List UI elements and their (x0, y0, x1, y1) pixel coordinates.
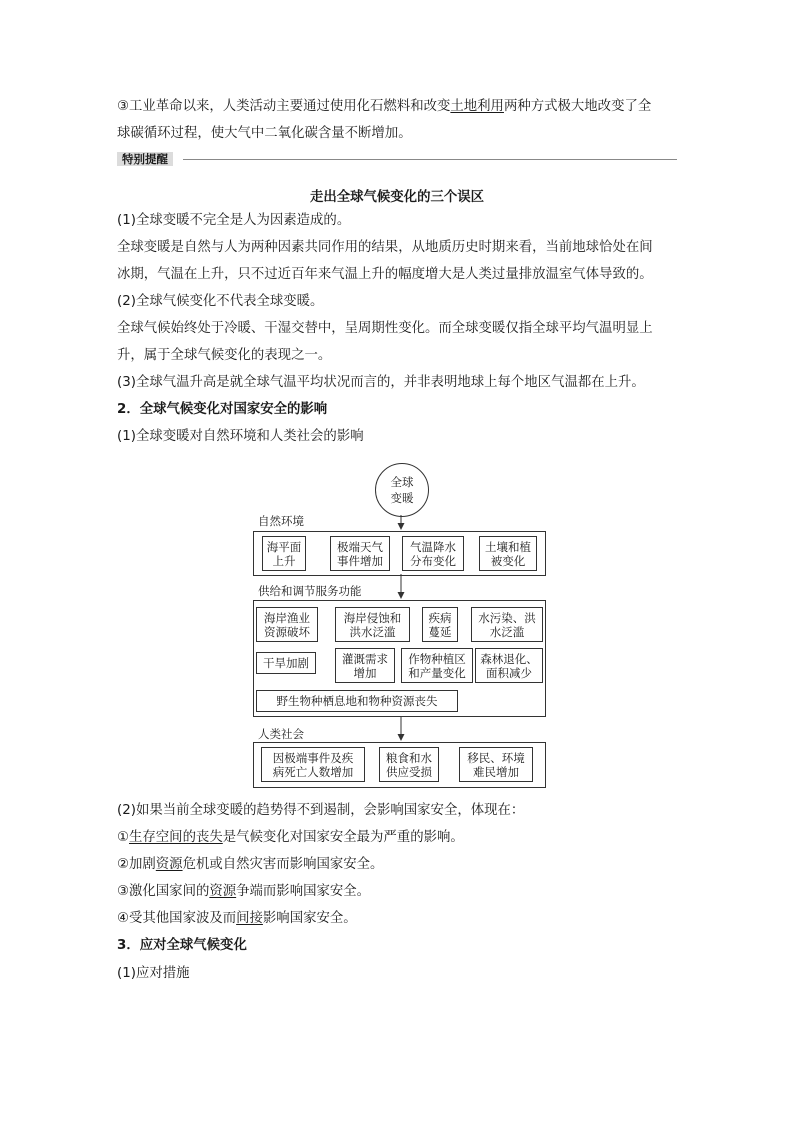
intro-line-2: 球碳循环过程，使大气中二氧化碳含量不断增加。 (117, 126, 412, 141)
underlined-term: 资源 (155, 857, 183, 872)
society-box-2: 粮食和水 供应受损 (379, 747, 439, 782)
tip-title: 走出全球气候变化的三个误区 (309, 190, 485, 205)
section-3-sub-1: (1)应对措施 (117, 966, 190, 981)
tip-line-5: 全球气候始终处于冷暖、干湿交替中，呈周期性变化。而全球变暖仅指全球平均气温明显上 (117, 321, 653, 336)
underlined-term: 生存空间的丧失 (129, 830, 223, 845)
underlined-term: 间接 (236, 911, 263, 926)
tip-line-3: 冰期，气温在上升，只不过近百年来气温上升的幅度增大是人类过量排放温室气体导致的。 (117, 267, 653, 282)
tip-line-2: 全球变暖是自然与人为两种因素共同作用的结果，从地质历史时期来看，当前地球恰处在间 (117, 240, 653, 255)
tip-label: 特别提醒 (117, 152, 173, 166)
security-item-2: ②加剧资源危机或自然灾害而影响国家安全。 (117, 857, 384, 872)
section-3-heading: 3．应对全球气候变化 (117, 938, 247, 953)
natural-box-1: 海平面 上升 (262, 536, 306, 571)
security-item-4: ④受其他国家波及而间接影响国家安全。 (117, 911, 357, 926)
services-box-6: 灌溉需求 增加 (335, 648, 395, 683)
services-box-2: 海岸侵蚀和 洪水泛滥 (335, 607, 410, 642)
tip-line-4: (2)全球气候变化不代表全球变暖。 (117, 294, 324, 309)
security-item-3: ③激化国家间的资源争端而影响国家安全。 (117, 884, 371, 899)
underlined-term: 资源 (209, 884, 237, 899)
services-box-5: 干旱加剧 (256, 652, 316, 674)
section-2-sub-1: (1)全球变暖对自然环境和人类社会的影响 (117, 429, 364, 444)
natural-box-3: 气温降水 分布变化 (402, 536, 464, 571)
tip-line-6: 升，属于全球气候变化的表现之一。 (117, 348, 332, 363)
services-box-9: 野生物种栖息地和物种资源丧失 (256, 690, 458, 712)
society-box-3: 移民、环境 难民增加 (459, 747, 533, 782)
society-label: 人类社会 (258, 727, 304, 741)
society-box-1: 因极端事件及疾 病死亡人数增加 (261, 747, 365, 782)
security-intro: (2)如果当前全球变暖的趋势得不到遏制，会影响国家安全，体现在： (117, 803, 525, 818)
services-label: 供给和调节服务功能 (258, 584, 362, 598)
intro-line-1: ③工业革命以来，人类活动主要通过使用化石燃料和改变土地利用两种方式极大地改变了全 (117, 99, 652, 114)
natural-box-2: 极端天气 事件增加 (330, 536, 390, 571)
security-item-1: ①生存空间的丧失是气候变化对国家安全最为严重的影响。 (117, 830, 464, 845)
tip-line-7: (3)全球气温升高是就全球气温平均状况而言的，并非表明地球上每个地区气温都在上升。 (117, 375, 645, 390)
root-node: 全球 变暖 (375, 463, 429, 517)
services-box-3: 疾病 蔓延 (422, 607, 458, 642)
services-box-1: 海岸渔业 资源破坏 (256, 607, 318, 642)
underlined-term: 土地利用 (450, 99, 504, 114)
tip-line-1: (1)全球变暖不完全是人为因素造成的。 (117, 213, 351, 228)
services-box-4: 水污染、洪 水泛滥 (471, 607, 543, 642)
natural-box-4: 土壤和植 被变化 (479, 536, 537, 571)
services-box-8: 森林退化、 面积减少 (475, 648, 543, 683)
section-2-heading: 2．全球气候变化对国家安全的影响 (117, 402, 328, 417)
services-box-7: 作物种植区 和产量变化 (401, 648, 473, 683)
natural-label: 自然环境 (258, 514, 304, 528)
